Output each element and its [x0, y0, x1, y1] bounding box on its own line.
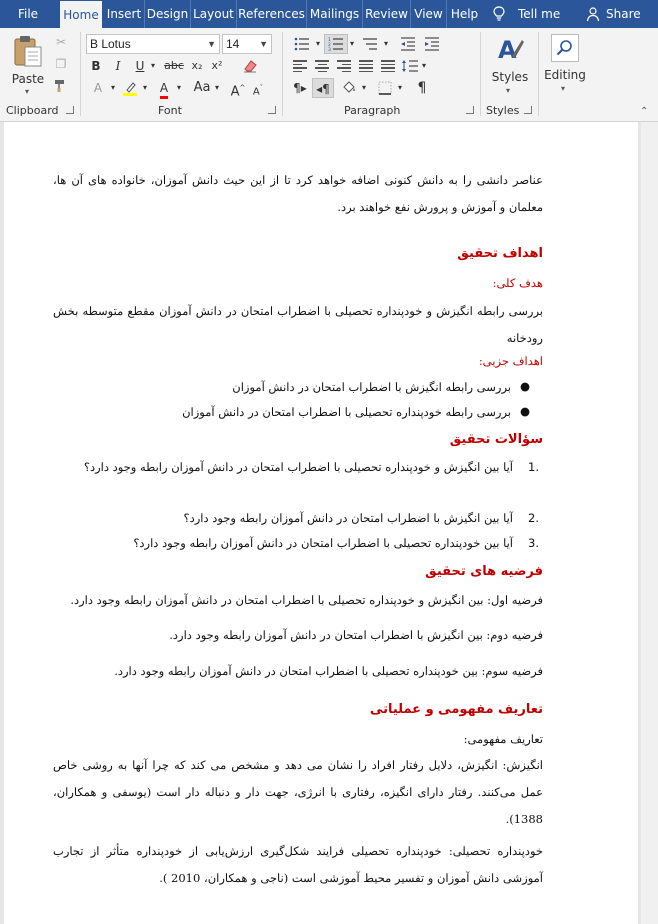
- group-divider: [282, 32, 283, 116]
- paragraph-self-concept: خودپنداره تحصیلی: خودپنداره تحصیلی فرایند شکل‌گیری ارزش‌یابی از خودپنداره متأثر از تجارب آموزشی دانش آموزان و تفسیر محیط آموزشی است (ناجی و همکاران، 2010 ).: [53, 844, 543, 885]
- format-painter-button[interactable]: [52, 76, 70, 96]
- increase-indent-button[interactable]: [422, 34, 442, 54]
- multilevel-list-icon: [362, 37, 378, 51]
- highlight-button[interactable]: [120, 78, 140, 98]
- pilcrow-rtl-icon: ◂¶: [316, 82, 330, 96]
- align-center-icon: [315, 60, 329, 72]
- chevron-down-icon[interactable]: ▾: [361, 83, 366, 92]
- clipboard-group-label: Clipboard: [6, 104, 59, 117]
- clear-formatting-button[interactable]: [240, 56, 260, 76]
- hypothesis-item: فرضیه سوم: بین خودپنداره تحصیلی با اضطراب امتحان در دانش آموزان رابطه وجود دارد.: [114, 664, 543, 678]
- tab-references[interactable]: References: [236, 0, 306, 28]
- subscript-button[interactable]: x₂: [191, 59, 203, 72]
- align-left-button[interactable]: [290, 56, 310, 76]
- borders-icon: [378, 81, 392, 95]
- shading-button[interactable]: [338, 78, 360, 98]
- bullet-list-icon: [294, 37, 310, 51]
- svg-text:3: 3: [328, 48, 331, 51]
- grow-font-button[interactable]: A^: [230, 84, 246, 100]
- paste-button[interactable]: [8, 32, 48, 96]
- font-color-icon: A: [160, 80, 168, 99]
- question-number: 3.: [528, 536, 539, 550]
- italic-button[interactable]: I: [115, 59, 121, 73]
- question-item: آیا بین انگیزش و خودپنداره تحصیلی با اضطراب امتحان در دانش آموزان رابطه وجود دارد؟: [83, 460, 513, 474]
- pilcrow-ltr-icon: ¶▸: [293, 81, 307, 95]
- shrink-font-button[interactable]: $A^ˇ$: [252, 84, 264, 98]
- increase-indent-icon: [424, 37, 440, 51]
- bullets-button[interactable]: [290, 34, 314, 54]
- tab-file[interactable]: File: [17, 7, 39, 21]
- ribbon-home: [0, 28, 658, 122]
- tab-help[interactable]: Help: [446, 0, 482, 28]
- numbering-button[interactable]: [324, 34, 348, 54]
- svg-text:1: 1: [328, 38, 331, 43]
- text-effects-icon: A: [93, 81, 103, 95]
- format-painter-icon: [54, 79, 68, 93]
- font-color-button[interactable]: [154, 78, 174, 98]
- styles-label: Styles: [491, 70, 529, 84]
- chevron-down-icon: ▾: [506, 86, 511, 95]
- question-number: 1.: [528, 460, 539, 474]
- bullet-dot: ●: [519, 379, 530, 393]
- cut-button[interactable]: [52, 32, 70, 52]
- line-spacing-button[interactable]: [400, 56, 420, 76]
- paint-bucket-icon: [341, 80, 357, 96]
- chevron-down-icon[interactable]: ▾: [383, 39, 388, 48]
- align-left-icon: [293, 60, 307, 72]
- font-name-combo[interactable]: [86, 34, 220, 54]
- chevron-down-icon[interactable]: ▾: [349, 39, 354, 48]
- document-area: [0, 122, 658, 924]
- chevron-down-icon[interactable]: ▾: [150, 61, 155, 70]
- align-center-button[interactable]: [312, 56, 332, 76]
- paragraph-general-goal: بررسی رابطه انگیزش و خودپنداره تحصیلی با اضطراب امتحان در دانش آموزان مقطع متوسطه بخش رودخانه: [53, 304, 543, 345]
- chevron-down-icon[interactable]: ▾: [142, 83, 147, 92]
- paragraph-motivation: انگیزش: انگیزش، دلایل رفتار افراد را نشان می دهد و مشخص می کند که چرا آنها به روشی خاص عمل می‌کنند. رفتار دارای انگیزه، رفتاری با انرژی، جهت دار و دنباله دار است (یوسفی و همکاران، 1388).: [53, 758, 543, 826]
- group-divider: [538, 32, 539, 116]
- heading-hypotheses: فرضیه های تحقیق: [425, 564, 543, 579]
- font-size-value: 14: [226, 37, 240, 51]
- tab-layout[interactable]: Layout: [190, 0, 236, 28]
- chevron-down-icon: ▾: [561, 84, 566, 93]
- tab-view[interactable]: View: [410, 0, 446, 28]
- subheading-partial-goals: اهداف جزیی:: [478, 354, 543, 368]
- copy-button[interactable]: [52, 54, 70, 74]
- styles-group-label: Styles: [486, 104, 520, 117]
- chevron-down-icon[interactable]: ▾: [110, 83, 115, 92]
- decrease-indent-button[interactable]: [398, 34, 418, 54]
- hypothesis-item: فرضیه اول: بین انگیزش و خودپنداره تحصیلی با اضطراب امتحان در دانش آموزان رابطه وجود دارد.: [70, 593, 543, 607]
- scissors-icon: ✂: [55, 35, 67, 49]
- styles-icon: [495, 34, 525, 64]
- group-divider: [80, 32, 81, 116]
- chevron-down-icon: ▼: [259, 39, 268, 49]
- font-group-label: Font: [158, 104, 182, 117]
- chevron-down-icon[interactable]: ▾: [315, 39, 320, 48]
- dialog-launcher-icon[interactable]: [268, 106, 276, 114]
- editing-label: Editing: [544, 68, 586, 82]
- document-page[interactable]: [4, 122, 638, 924]
- share-button[interactable]: [584, 0, 654, 28]
- show-marks-button[interactable]: [412, 78, 432, 98]
- grow-font-icon: A: [230, 84, 240, 100]
- magnifier-icon: [556, 39, 574, 57]
- change-case-button[interactable]: Aa: [193, 80, 211, 95]
- align-right-button[interactable]: [334, 56, 354, 76]
- tab-home[interactable]: Home: [60, 1, 102, 28]
- vertical-scrollbar[interactable]: [641, 122, 658, 924]
- shrink-font-icon: A: [252, 86, 260, 98]
- heading-questions: سؤالات تحقیق: [449, 432, 543, 447]
- borders-button[interactable]: [374, 78, 396, 98]
- heading-definitions: تعاریف مفهومی و عملیاتی: [369, 702, 543, 717]
- dialog-launcher-icon[interactable]: [524, 106, 532, 114]
- subheading-conceptual: تعاریف مفهومی:: [463, 732, 543, 746]
- chevron-down-icon[interactable]: ▾: [214, 83, 219, 92]
- highlighter-icon: [122, 80, 138, 96]
- question-item: آیا بین خودپنداره تحصیلی با اضطراب امتحان در دانش آموزان رابطه وجود دارد؟: [133, 536, 513, 550]
- editing-icon-frame: [551, 34, 579, 62]
- bullet-dot: ●: [519, 404, 530, 418]
- underline-button[interactable]: U: [135, 59, 145, 73]
- text-effects-button[interactable]: [88, 78, 108, 98]
- font-name-value: B Lotus: [90, 37, 131, 51]
- chevron-down-icon[interactable]: ▾: [421, 61, 426, 70]
- svg-text:2: 2: [328, 43, 331, 48]
- chevron-down-icon: ▾: [25, 87, 30, 96]
- multilevel-list-button[interactable]: [358, 34, 382, 54]
- chevron-down-icon[interactable]: ▾: [176, 83, 181, 92]
- person-icon: [586, 6, 602, 22]
- pilcrow-icon: ¶: [417, 80, 427, 96]
- bold-button[interactable]: B: [91, 59, 101, 73]
- tab-insert[interactable]: Insert: [106, 7, 142, 21]
- lightbulb-icon: [492, 6, 506, 22]
- share-label: Share: [606, 7, 641, 21]
- group-divider: [480, 32, 481, 116]
- paragraph-intro: عناصر دانشی را به دانش کنونی اضافه خواهد کرد تا از این حیث دانش آموزان، خانواده های آن ها، معلمان و آموزش و پرورش نفع خواهند برد.: [53, 173, 543, 214]
- decrease-indent-icon: [400, 37, 416, 51]
- paragraph-group-label: Paragraph: [344, 104, 401, 117]
- bullet-item: بررسی رابطه خودپنداره تحصیلی با اضطراب امتحان در دانش آموزان: [182, 405, 511, 419]
- distributed-icon: [381, 60, 395, 72]
- question-number: 2.: [528, 511, 539, 525]
- justify-icon: [359, 60, 373, 72]
- paste-label: Paste: [11, 72, 45, 86]
- bullet-item: بررسی رابطه انگیزش با اضطراب امتحان در دانش آموزان: [232, 380, 511, 394]
- chevron-down-icon[interactable]: ▾: [397, 83, 402, 92]
- ribbon-tab-bar: [0, 0, 658, 28]
- align-right-icon: [337, 60, 351, 72]
- hypothesis-item: فرضیه دوم: بین انگیزش با اضطراب امتحان در دانش آموزان رابطه وجود دارد.: [169, 628, 543, 642]
- rtl-button[interactable]: [312, 78, 334, 98]
- dialog-launcher-icon[interactable]: [466, 106, 474, 114]
- justify-button[interactable]: [356, 56, 376, 76]
- font-size-combo[interactable]: [222, 34, 272, 54]
- subheading-general-goal: هدف کلی:: [492, 276, 543, 290]
- dialog-launcher-icon[interactable]: [66, 106, 74, 114]
- question-item: آیا بین انگیزش با اضطراب امتحان در دانش آموزان رابطه وجود دارد؟: [183, 511, 513, 525]
- eraser-icon: [242, 59, 258, 73]
- tell-me-search[interactable]: [488, 0, 568, 28]
- strikethrough-button[interactable]: abc: [164, 59, 184, 72]
- heading-goals: اهداف تحقیق: [457, 246, 543, 261]
- superscript-button[interactable]: x²: [211, 59, 223, 72]
- distributed-button[interactable]: [378, 56, 398, 76]
- svg-text:A: A: [498, 36, 517, 64]
- collapse-ribbon-icon[interactable]: ⌃: [640, 106, 649, 117]
- editing-button[interactable]: [542, 32, 588, 98]
- paste-icon: [12, 34, 44, 68]
- line-spacing-icon: [401, 59, 419, 73]
- copy-icon: ❐: [55, 57, 67, 71]
- tell-me-label: Tell me: [518, 7, 561, 21]
- numbered-list-icon: [328, 37, 344, 51]
- chevron-down-icon: ▼: [207, 39, 216, 49]
- tab-design[interactable]: Design: [144, 0, 190, 28]
- tab-mailings[interactable]: Mailings: [306, 0, 362, 28]
- tab-review[interactable]: Review: [362, 0, 410, 28]
- ltr-button[interactable]: [290, 78, 310, 98]
- styles-button[interactable]: [488, 32, 532, 98]
